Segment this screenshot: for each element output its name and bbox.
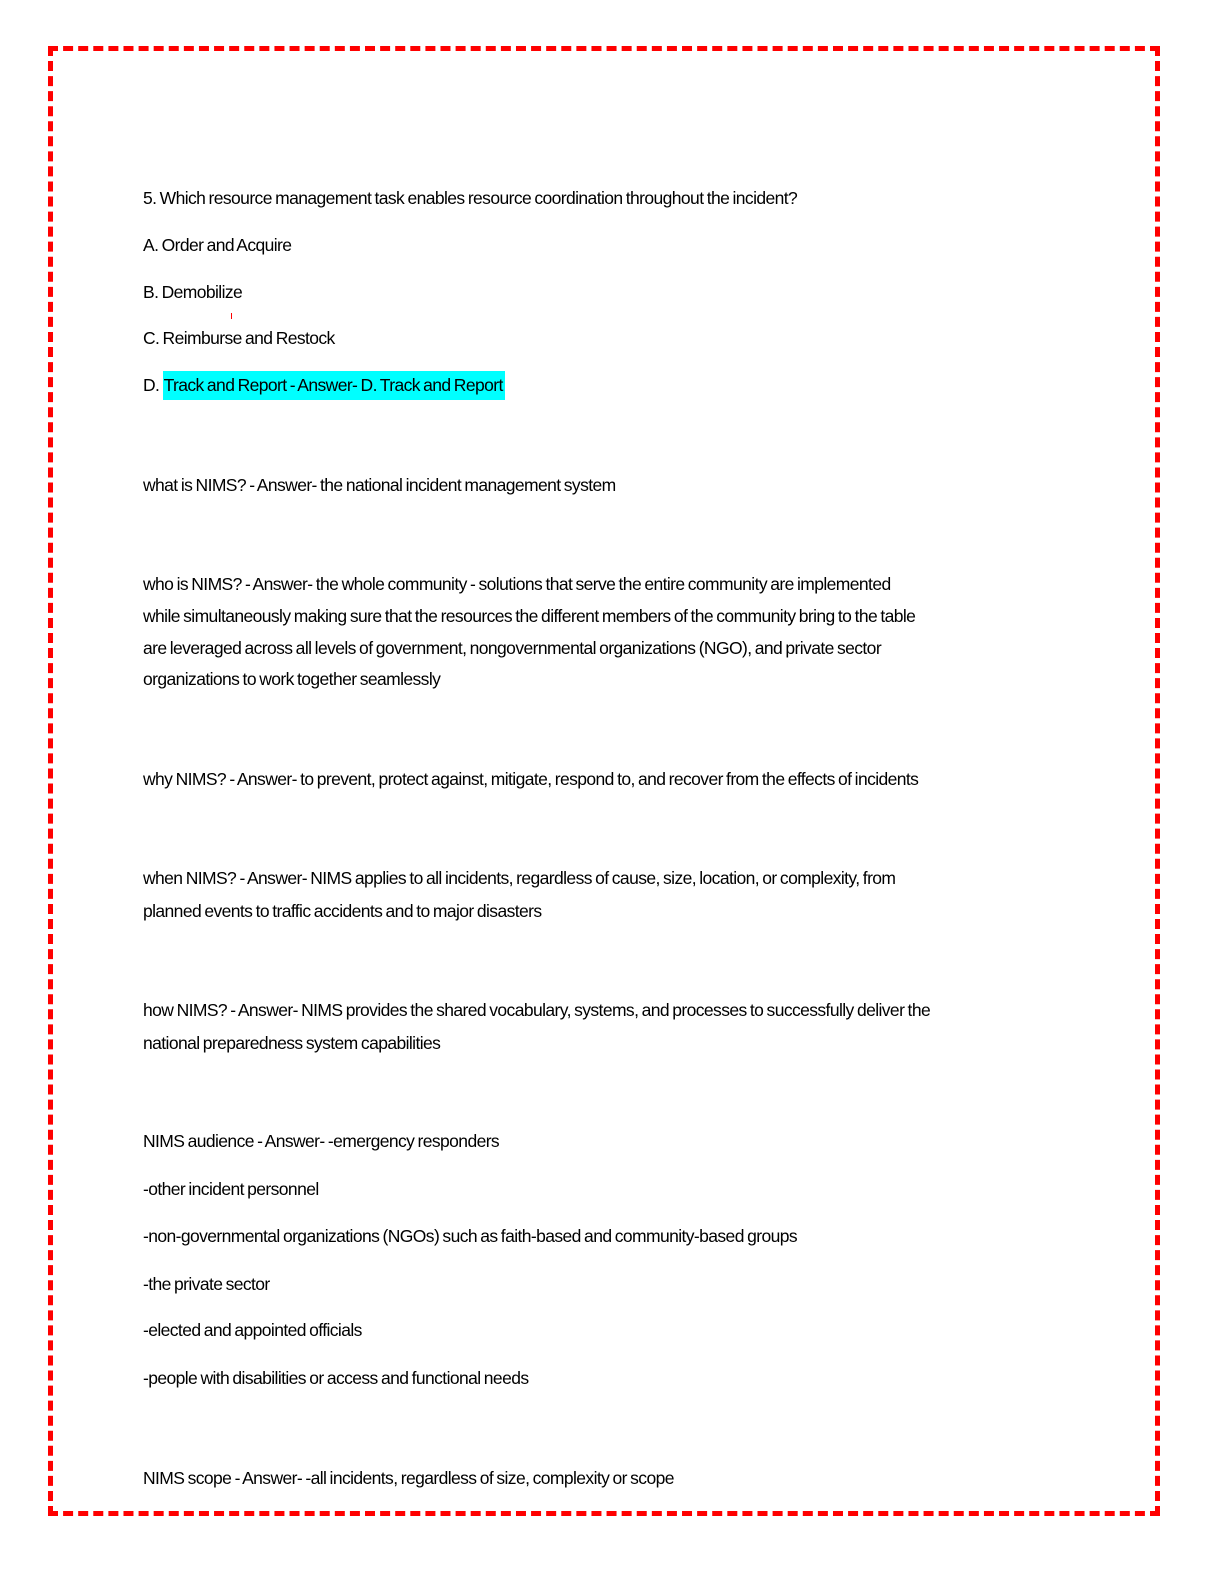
red-mark (231, 313, 232, 319)
scope-line: NIMS scope - Answer- -all incidents, regardless of size, complexity or scope (143, 1468, 674, 1488)
audience-heading: NIMS audience - Answer- -emergency responders (143, 1131, 500, 1151)
option-a: A. Order and Acquire (143, 235, 292, 255)
what-nims: what is NIMS? - Answer- the national incident management system (143, 475, 616, 495)
when-nims-line-2: planned events to traffic accidents and to major disasters (143, 901, 542, 921)
option-c: C. Reimburse and Restock (143, 328, 335, 348)
why-nims: why NIMS? - Answer- to prevent, protect against, mitigate, respond to, and recover from the effects of incidents (143, 769, 919, 789)
audience-item: -the private sector (143, 1274, 270, 1294)
option-d-highlighted-answer: Track and Report - Answer- D. Track and Report (163, 371, 505, 400)
question-5-stem: 5. Which resource management task enables resource coordination throughout the incident? (143, 188, 798, 208)
how-nims-line-1: how NIMS? - Answer- NIMS provides the shared vocabulary, systems, and processes to successfully deliver the (143, 1000, 931, 1020)
audience-item: -elected and appointed officials (143, 1320, 362, 1340)
option-d (143, 374, 505, 396)
how-nims-line-2: national preparedness system capabilities (143, 1033, 441, 1053)
option-d-prefix: D. (143, 375, 163, 395)
who-nims-line-4: organizations to work together seamlessly (143, 669, 441, 689)
audience-item: -people with disabilities or access and functional needs (143, 1368, 529, 1388)
option-b: B. Demobilize (143, 282, 243, 302)
who-nims-line-1: who is NIMS? - Answer- the whole community - solutions that serve the entire community are implemented (143, 574, 891, 594)
who-nims-line-3: are leveraged across all levels of government, nongovernmental organizations (NGO), and private sector (143, 638, 882, 658)
who-nims-line-2: while simultaneously making sure that the resources the different members of the community bring to the table (143, 606, 916, 626)
audience-item: -other incident personnel (143, 1179, 319, 1199)
when-nims-line-1: when NIMS? - Answer- NIMS applies to all incidents, regardless of cause, size, location, or complexity, from (143, 868, 896, 888)
audience-item: -non-governmental organizations (NGOs) such as faith-based and community-based groups (143, 1226, 797, 1246)
